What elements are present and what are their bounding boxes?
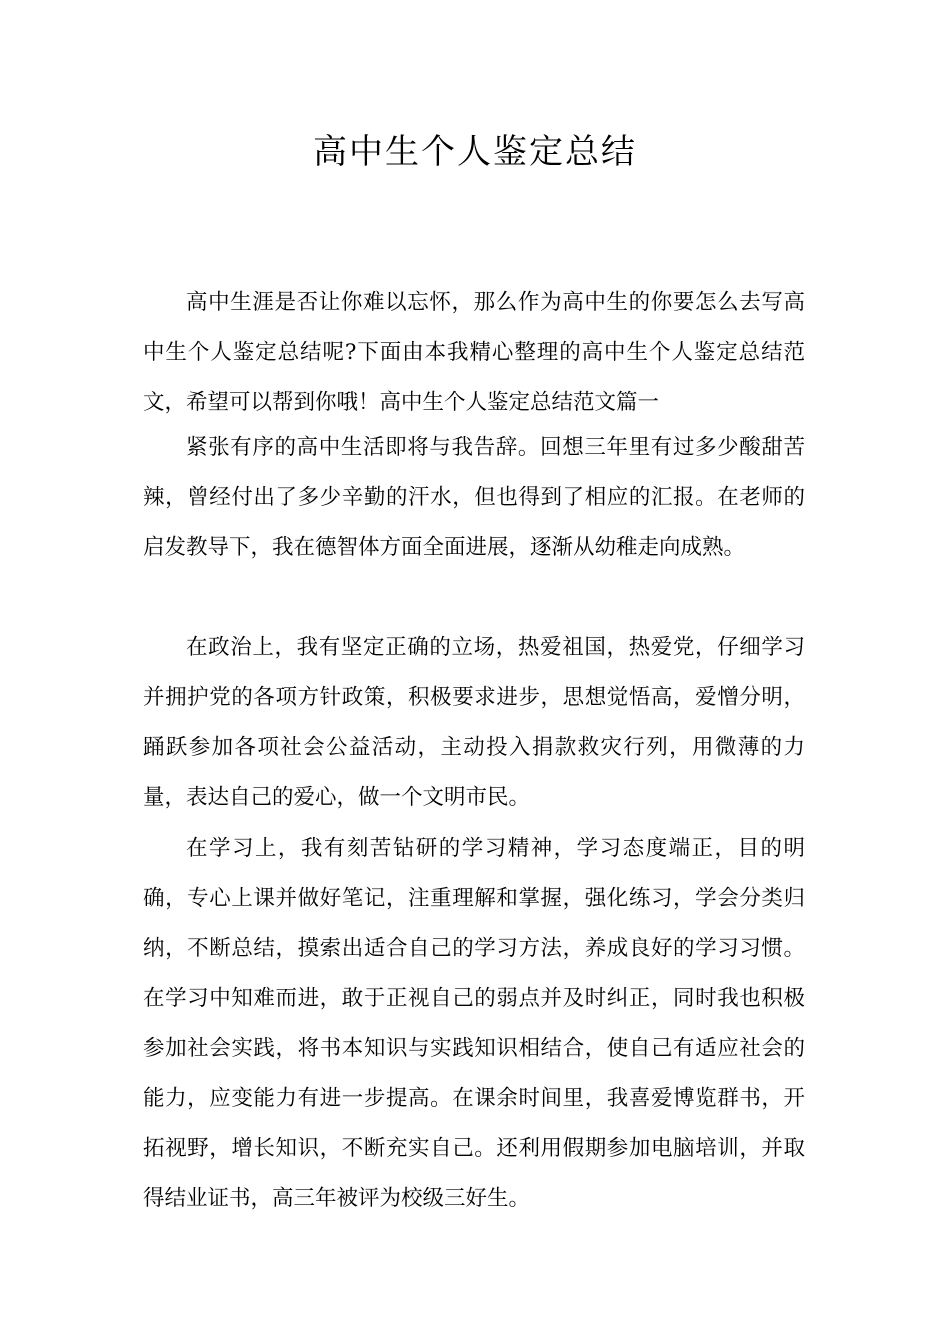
paragraph-politics: 在政治上，我有坚定正确的立场，热爱祖国，热爱党，仔细学习并拥护党的各项方针政策，积极要求进步，思想觉悟高，爱憎分明，踊跃参加各项社会公益活动，主动投入捐款救灾行列，用微薄的力量，表达自己的爱心，做一个文明市民。 bbox=[143, 635, 805, 810]
paragraph-opening: 紧张有序的高中生活即将与我告辞。回想三年里有过多少酸甜苦辣，曾经付出了多少辛勤的汗水，但也得到了相应的汇报。在老师的启发教导下，我在德智体方面全面进展，逐渐从幼稚走向成熟。 bbox=[143, 435, 805, 560]
paragraph-study: 在学习上，我有刻苦钻研的学习精神，学习态度端正，目的明确，专心上课并做好笔记，注重理解和掌握，强化练习，学会分类归纳，不断总结，摸索出适合自己的学习方法，养成良好的学习习惯。在学习中知难而进，敢于正视自己的弱点并及时纠正，同时我也积极参加社会实践，将书本知识与实践知识相结合，使自己有适应社会的能力，应变能力有进一步提高。在课余时间里，我喜爱博览群书，开拓视野，增长知识，不断充实自己。还利用假期参加电脑培训，并取得结业证书，高三年被评为校级三好生。 bbox=[143, 836, 805, 1211]
document-title: 高中生个人鉴定总结 bbox=[313, 132, 637, 172]
paragraph-intro: 高中生涯是否让你难以忘怀，那么作为高中生的你要怎么去写高中生个人鉴定总结呢?下面由本我精心整理的高中生个人鉴定总结范文，希望可以帮到你哦！高中生个人鉴定总结范文篇一 bbox=[143, 290, 805, 415]
